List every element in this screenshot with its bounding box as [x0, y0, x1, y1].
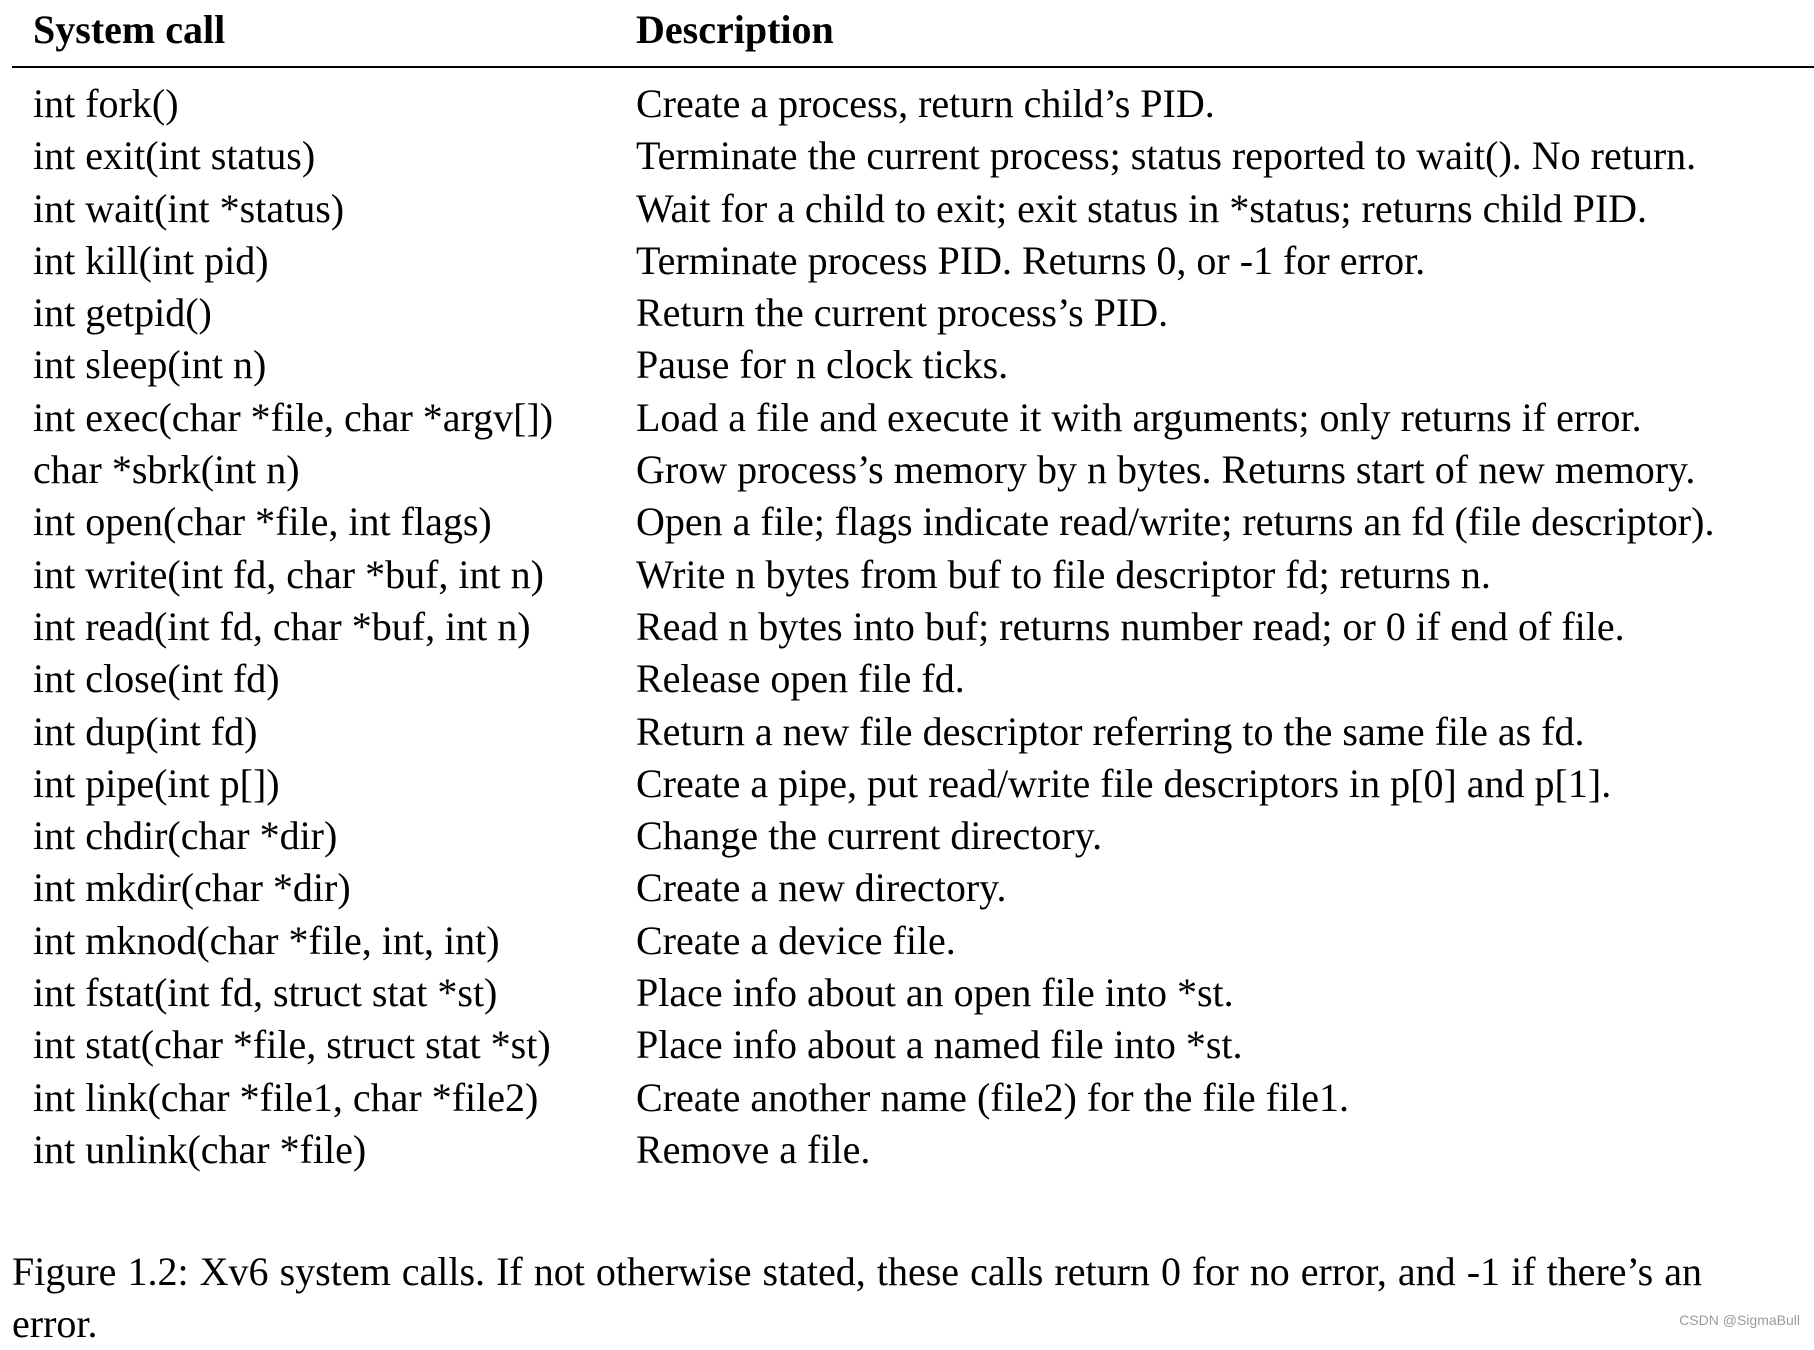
figure-caption: Figure 1.2: Xv6 system calls. If not otherwise stated, these calls return 0 for no error, and -1 if there’s an error.: [12, 1249, 1702, 1346]
table-row: [0, 496, 1814, 548]
description-cell: Grow process’s memory by n bytes. Returns start of new memory.: [636, 447, 1696, 493]
system-call-cell: int write(int fd, char *buf, int n): [33, 551, 544, 597]
description-cell: Terminate process PID. Returns 0, or -1 for error.: [636, 237, 1426, 283]
system-call-cell: char *sbrk(int n): [33, 447, 300, 493]
system-call-cell: int mkdir(char *dir): [33, 865, 351, 911]
description-cell: Open a file; flags indicate read/write; returns an fd (file descriptor).: [636, 499, 1715, 545]
system-call-cell: int exec(char *file, char *argv[]): [33, 394, 554, 440]
system-call-cell: int link(char *file1, char *file2): [33, 1074, 539, 1120]
table-row: [0, 287, 1814, 339]
system-call-cell: int chdir(char *dir): [33, 813, 338, 859]
system-call-cell: int kill(int pid): [33, 237, 269, 283]
watermark: CSDN @SigmaBull: [1679, 1312, 1800, 1328]
description-cell: Release open file fd.: [636, 656, 965, 702]
description-cell: Create a device file.: [636, 917, 956, 963]
system-call-cell: int exit(int status): [33, 133, 316, 179]
description-cell: Create another name (file2) for the file file1.: [636, 1074, 1349, 1120]
system-call-cell: int open(char *file, int flags): [33, 499, 492, 545]
description-cell: Write n bytes from buf to file descriptor fd; returns n.: [636, 551, 1491, 597]
table-row: [0, 130, 1814, 182]
description-cell: Remove a file.: [636, 1126, 871, 1172]
description-cell: Place info about an open file into *st.: [636, 970, 1234, 1016]
table-body: [0, 78, 1814, 1176]
system-call-cell: int read(int fd, char *buf, int n): [33, 603, 531, 649]
header-description: Description: [636, 7, 834, 52]
description-cell: Read n bytes into buf; returns number read; or 0 if end of file.: [636, 603, 1625, 649]
description-cell: Create a new directory.: [636, 865, 1007, 911]
table-row: [0, 1019, 1814, 1071]
system-call-cell: int dup(int fd): [33, 708, 258, 754]
system-call-cell: int mknod(char *file, int, int): [33, 917, 500, 963]
table-row: [0, 444, 1814, 496]
table-row: [0, 1124, 1814, 1176]
header-system-call: System call: [33, 7, 226, 52]
description-cell: Create a pipe, put read/write file descriptors in p[0] and p[1].: [636, 760, 1612, 806]
table-row: [0, 549, 1814, 601]
table-row: [0, 235, 1814, 287]
description-cell: Wait for a child to exit; exit status in *status; returns child PID.: [636, 185, 1648, 231]
header-rule: [12, 66, 1814, 68]
system-call-cell: int wait(int *status): [33, 185, 345, 231]
description-cell: Terminate the current process; status reported to wait(). No return.: [636, 133, 1697, 179]
system-call-cell: int stat(char *file, struct stat *st): [33, 1022, 551, 1068]
table-row: [0, 758, 1814, 810]
system-call-cell: int getpid(): [33, 290, 212, 336]
table-row: [0, 706, 1814, 758]
table-row: [0, 810, 1814, 862]
table-header: [0, 0, 1814, 66]
system-call-cell: int pipe(int p[]): [33, 760, 280, 806]
description-cell: Change the current directory.: [636, 813, 1103, 859]
system-call-cell: int close(int fd): [33, 656, 280, 702]
description-cell: Return the current process’s PID.: [636, 290, 1169, 336]
description-cell: Create a process, return child’s PID.: [636, 81, 1215, 126]
table-row: [0, 653, 1814, 705]
description-cell: Return a new file descriptor referring to the same file as fd.: [636, 708, 1585, 754]
description-cell: Load a file and execute it with arguments; only returns if error.: [636, 394, 1642, 440]
table-row: [0, 862, 1814, 914]
table-row: [0, 183, 1814, 235]
table-row: [0, 967, 1814, 1019]
description-cell: Pause for n clock ticks.: [636, 342, 1009, 388]
system-call-cell: int unlink(char *file): [33, 1126, 367, 1172]
table-row: [0, 392, 1814, 444]
system-call-cell: int sleep(int n): [33, 342, 267, 388]
system-call-cell: int fork(): [33, 81, 179, 126]
table-row: [0, 1072, 1814, 1124]
table-row: [0, 601, 1814, 653]
table-row: [0, 78, 1814, 130]
system-call-cell: int fstat(int fd, struct stat *st): [33, 970, 498, 1016]
table-row: [0, 915, 1814, 967]
table-row: [0, 339, 1814, 391]
description-cell: Place info about a named file into *st.: [636, 1022, 1243, 1068]
